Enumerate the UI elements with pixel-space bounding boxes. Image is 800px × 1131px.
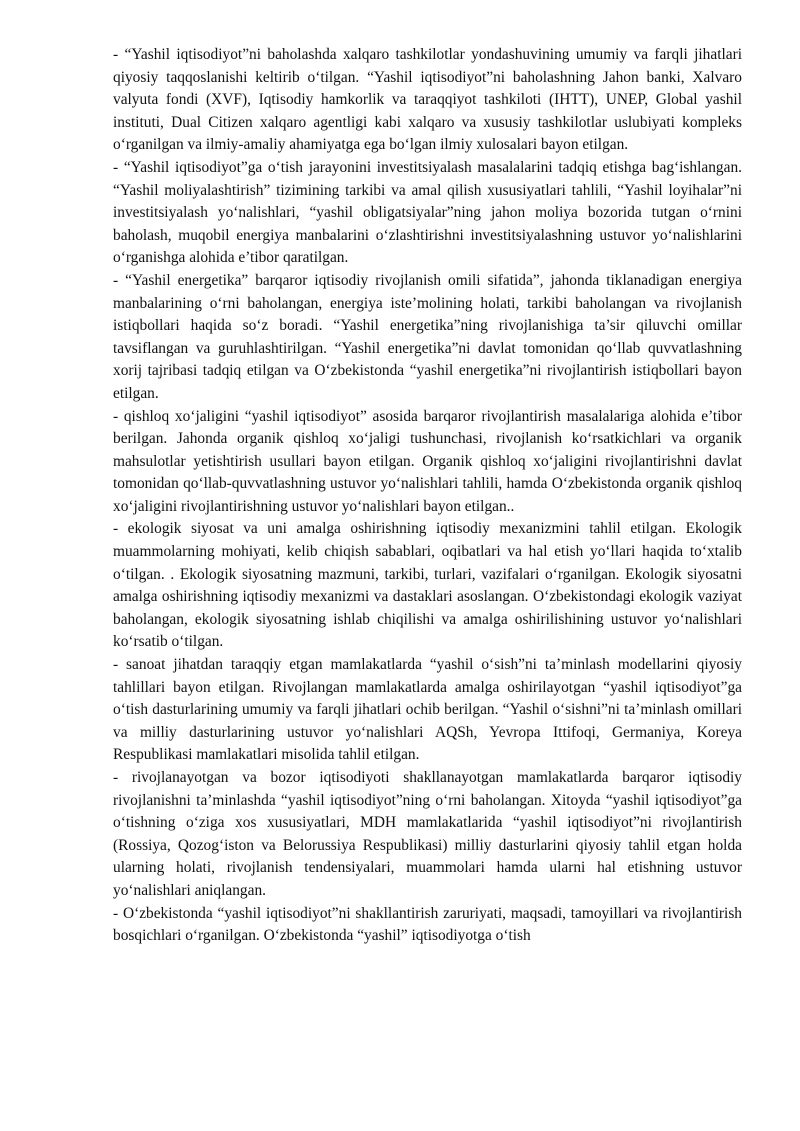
- paragraph-developing-countries: - rivojlanayotgan va bozor iqtisodiyoti shakllanayotgan mamlakatlarda barqaror iqtisodiy rivojlanishni ta’minlashda “yashil iqtisodiyot”ning o‘rni baholangan. Xitoyda “yashil iqtisodiyot”ga o‘tishning o‘ziga xos xususiyatlari, MDH mamlakatlarida “yashil iqtisodiyot”ni rivojlantirish (Rossiya, Qozog‘iston va Belorussiya Respublikasi) milliy dasturlarini qiyosiy tahlil etgan holda ularning holati, rivojlanish tendensiyalari, muammolari hamda ularni hal etishning ustuvor yo‘nalishlari aniqlangan.: [113, 769, 742, 899]
- paragraph-international-assessment: - “Yashil iqtisodiyot”ni baholashda xalqaro tashkilotlar yondashuvining umumiy va farqli jihatlari qiyosiy taqqoslanishi keltirib o‘tilgan. “Yashil iqtisodiyot”ni baholashning Jahon banki, Xalvaro valyuta fondi (XVF), Iqtisodiy hamkorlik va taraqqiyot tashkiloti (IHTT), UNEP, Global yashil instituti, Dual Citizen xalqaro agentligi kabi xalqaro va xususiy tashkilotlar uslubiyati kompleks o‘rganilgan va ilmiy-amaliy ahamiyatga ega bo‘lgan ilmiy xulosalari bayon etilgan.: [113, 46, 742, 154]
- paragraph-ecological-policy: - ekologik siyosat va uni amalga oshirishning iqtisodiy mexanizmini tahlil etilgan. Ekologik muammolarning mohiyati, kelib chiqish sabablari, oqibatlari va hal etish yo‘llari haqida to‘xtalib o‘tilgan. . Ekologik siyosatning mazmuni, tarkibi, turlari, vazifalari o‘rganilgan. Ekologik siyosatni amalga oshirishning iqtisodiy mexanizmi va dastaklari asoslangan. O‘zbekistondagi ekologik vaziyat baholangan, ekologik siyosatning ishlab chiqilishi va amalga oshirilishining ustuvor yo‘nalishlari ko‘rsatib o‘tilgan.: [113, 520, 742, 651]
- paragraph-green-energy: - “Yashil energetika” barqaror iqtisodiy rivojlanish omili sifatida”, jahonda tiklanadigan energiya manbalarining o‘rni baholangan, energiya iste’molining holati, tarkibi baholangan va rivojlanish istiqbollari haqida so‘z boradi. “Yashil energetika”ning rivojlanishiga ta’sir qiluvchi omillar tavsiflangan va guruhlashtirilgan. “Yashil energetika”ni davlat tomonidan qo‘llab quvvatlashning xorij tajribasi tadqiq etilgan va O‘zbekistonda “yashil energetika”ni rivojlantirish istiqbollari bayon etilgan.: [113, 271, 742, 402]
- paragraph-developed-countries: - sanoat jihatdan taraqqiy etgan mamlakatlarda “yashil o‘sish”ni ta’minlash modellarini qiyosiy tahlillari bayon etilgan. Rivojlangan mamlakatlarda amalga oshirilayotgan “yashil iqtisodiyot”ga o‘tish dasturlarining umumiy va farqli jihatlari ochib berilgan. “Yashil o‘sishni”ni ta’minlash omillari va milliy dasturlarining ustuvor yo‘nalishlari AQSh, Yevropa Ittifoqi, Germaniya, Koreya Respublikasi mamlakatlari misolida tahlil etilgan.: [113, 656, 742, 764]
- paragraph-uzbekistan: - O‘zbekistonda “yashil iqtisodiyot”ni shakllantirish zaruriyati, maqsadi, tamoyillari va rivojlantirish bosqichlari o‘rganilgan. O‘zbekistonda “yashil” iqtisodiyotga o‘tish: [113, 904, 742, 945]
- document-page: [113, 44, 742, 948]
- paragraph-green-investment: - “Yashil iqtisodiyot”ga o‘tish jarayonini investitsiyalash masalalarini tadqiq etishga bag‘ishlangan. “Yashil moliyalashtirish” tizimining tarkibi va amal qilish xususiyatlari tahlili, “Yashil loyihalar”ni investitsiyalash yo‘nalishlari, “yashil obligatsiyalar”ning jahon moliya bozorida tutgan o‘rnini baholash, muqobil energiya manbalarini o‘zlashtirishni investitsiyalashning ustuvor yo‘nalishlarini o‘rganishga alohida e’tibor qaratilgan.: [113, 158, 742, 267]
- paragraph-organic-agriculture: - qishloq xo‘jaligini “yashil iqtisodiyot” asosida barqaror rivojlantirish masalalariga alohida e’tibor berilgan. Jahonda organik qishloq xo‘jaligi tushunchasi, rivojlanish ko‘rsatkichlari va organik mahsulotlar yetishtirish usullari bayon etilgan. Organik qishloq xo‘jaligini rivojlantirishni davlat tomonidan qo‘llab-quvvatlashning ustuvor yo‘nalishlari tahlili, hamda O‘zbekistonda organik qishloq xo‘jaligini rivojlantirishning ustuvor yo‘nalishlari bayon etilgan..: [113, 407, 742, 515]
